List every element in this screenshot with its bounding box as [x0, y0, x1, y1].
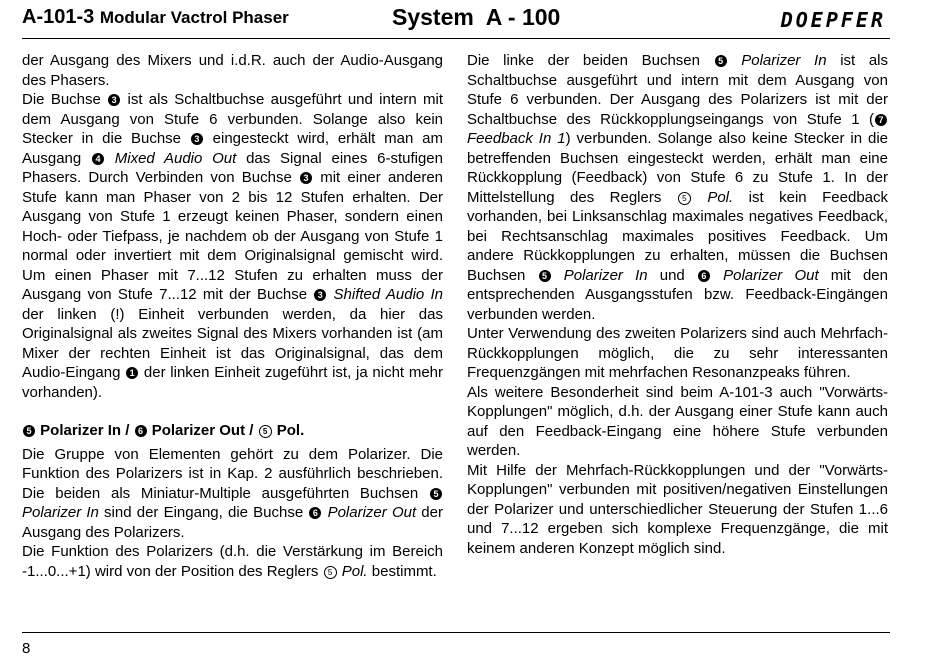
control-number-6-icon: 6: [135, 425, 147, 437]
paragraph: Unter Verwendung des zweiten Polarizers sind auch Mehrfach-Rückkopplungen möglich, die zu sehr interessanten Frequenzgängen mit mehrfachen Resonanzpeaks führen.: [467, 325, 888, 381]
control-number-3-icon: 3: [300, 172, 312, 184]
model-name: Modular Vactrol Phaser: [99, 8, 289, 27]
control-number-6-icon: 6: [309, 507, 321, 519]
paragraph: Als weitere Besonderheit sind beim A-101-3 auch "Vorwärts-Kopplungen" möglich, d.h. der Ausgang einer Stufe kann auch auf den Feedback-Eingang eine höhere Stufe verbunden werden.: [467, 383, 888, 459]
control-number-5-outline-icon: 5: [259, 425, 272, 438]
header-rule: [22, 38, 890, 39]
module-title: [22, 6, 289, 29]
doepfer-logo: DOEPFER: [780, 8, 886, 32]
control-number-5-icon: 5: [715, 55, 727, 67]
control-number-5-icon: 5: [430, 488, 442, 500]
paragraph: Die linke der beiden Buchsen 5 Polarizer In ist als Schaltbuchse ausgeführt und intern mit dem Ausgang von Stufe 6 verbunden. Der Ausgang des Polarizers ist mit der Schaltbuchse des Rückkopplungseingangs von Stufe 1 ( 7 Feedback In 1) verbunden. Solange also keine Stecker in die betreffenden Buchsen eingesteckt werden, erhält man eine Rückkopplung (Feedback) von Stufe 6 zu Stufe 1. In der Mittelstellung des Reglers 5 Pol. ist kein Feedback vorhanden, bei Linksanschlag maximales negatives Feedback, bei Rechtsanschlag maximales positives Feedback. Um andere Rückkopplungen zu erhalten, müssen die Buchsen Buchsen 5 Polarizer In und 6 Polarizer Out mit den entsprechenden Ausgangsstufen bzw. Feedback-Eingängen verbunden werden.: [467, 52, 888, 323]
control-number-5-icon: 5: [539, 270, 551, 282]
paragraph: Die Gruppe von Elementen gehört zu dem Polarizer. Die Funktion des Polarizers ist in Kap. 2 ausführlich beschrieben. Die beiden als Miniatur-Multiple ausgeführten Buchsen 5 Polarizer In sind der Eingang, die Buchse 6 Polarizer Out der Ausgang des Polarizers.: [22, 445, 443, 541]
model-code: A-101-3: [22, 6, 95, 28]
control-number-4-icon: 4: [92, 153, 104, 165]
control-number-3-icon: 3: [191, 133, 203, 145]
control-number-3-icon: 3: [314, 289, 326, 301]
paragraph: Die Funktion des Polarizers (d.h. die Verstärkung im Bereich -1...0...+1) wird von der Position des Reglers 5 Pol. bestimmt.: [22, 543, 443, 580]
control-number-6-icon: 6: [698, 270, 710, 282]
control-number-7-icon: 7: [875, 114, 887, 126]
section-heading: 5 Polarizer In / 6 Polarizer Out / 5 Pol.: [22, 421, 443, 441]
paragraph: der Ausgang des Mixers und i.d.R. auch der Audio-Ausgang des Phasers.: [22, 52, 443, 89]
paragraph: Mit Hilfe der Mehrfach-Rückkopplungen und der "Vorwärts-Kopplungen" verbunden mit positiven/negativen Einstellungen der Polarizer und unterschiedlicher Steuerung der Stufen 1...6 und 7...12 ergeben sich komplexe Frequenzgänge, die mit keinem anderen Konzept möglich sind.: [467, 461, 888, 557]
page-number: 8: [22, 640, 31, 657]
control-number-5-outline-icon: 5: [324, 566, 337, 579]
footer-rule: [22, 632, 890, 633]
control-number-1-icon: 1: [126, 367, 138, 379]
left-column: [22, 51, 443, 581]
control-number-3-icon: 3: [108, 94, 120, 106]
control-number-5-outline-icon: 5: [678, 192, 691, 205]
paragraph: Die Buchse 3 ist als Schaltbuchse ausgeführt und intern mit dem Ausgang von Stufe 6 verbunden. Solange also kein Stecker in die Buchse 3 eingesteckt wird, erhält man am Ausgang 4 Mixed Audio Out das Signal eines 6-stufigen Phasers. Durch Verbinden von Buchse 3 mit einer anderen Stufe kann man Phaser von 2 bis 12 Stufen erhalten. Der Ausgang von Stufe 1 erzeugt keinen Phaser, sondern einen Hoch- oder Tiefpass, je nachdem ob der Ausgang von Stufe 1 normal oder invertiert mit dem Originalsignal gemischt wird. Um einen Phaser mit 7...12 Stufen zu erhalten muss der Ausgang von Stufe 7...12 mit der Buchse 3 Shifted Audio In der linken (!) Einheit verbunden werden, da hier das Originalsignal als zweites Signal des Mixers vorhanden ist (am Mixer der rechten Einheit ist das Originalsignal, das dem Audio-Eingang 1 der linken Einheit zugeführt ist, ja nicht mehr vorhanden).: [22, 91, 444, 401]
control-number-5-icon: 5: [23, 425, 35, 437]
system-title: System A - 100: [392, 4, 561, 30]
page-header: [22, 4, 890, 34]
right-column: [467, 51, 888, 558]
